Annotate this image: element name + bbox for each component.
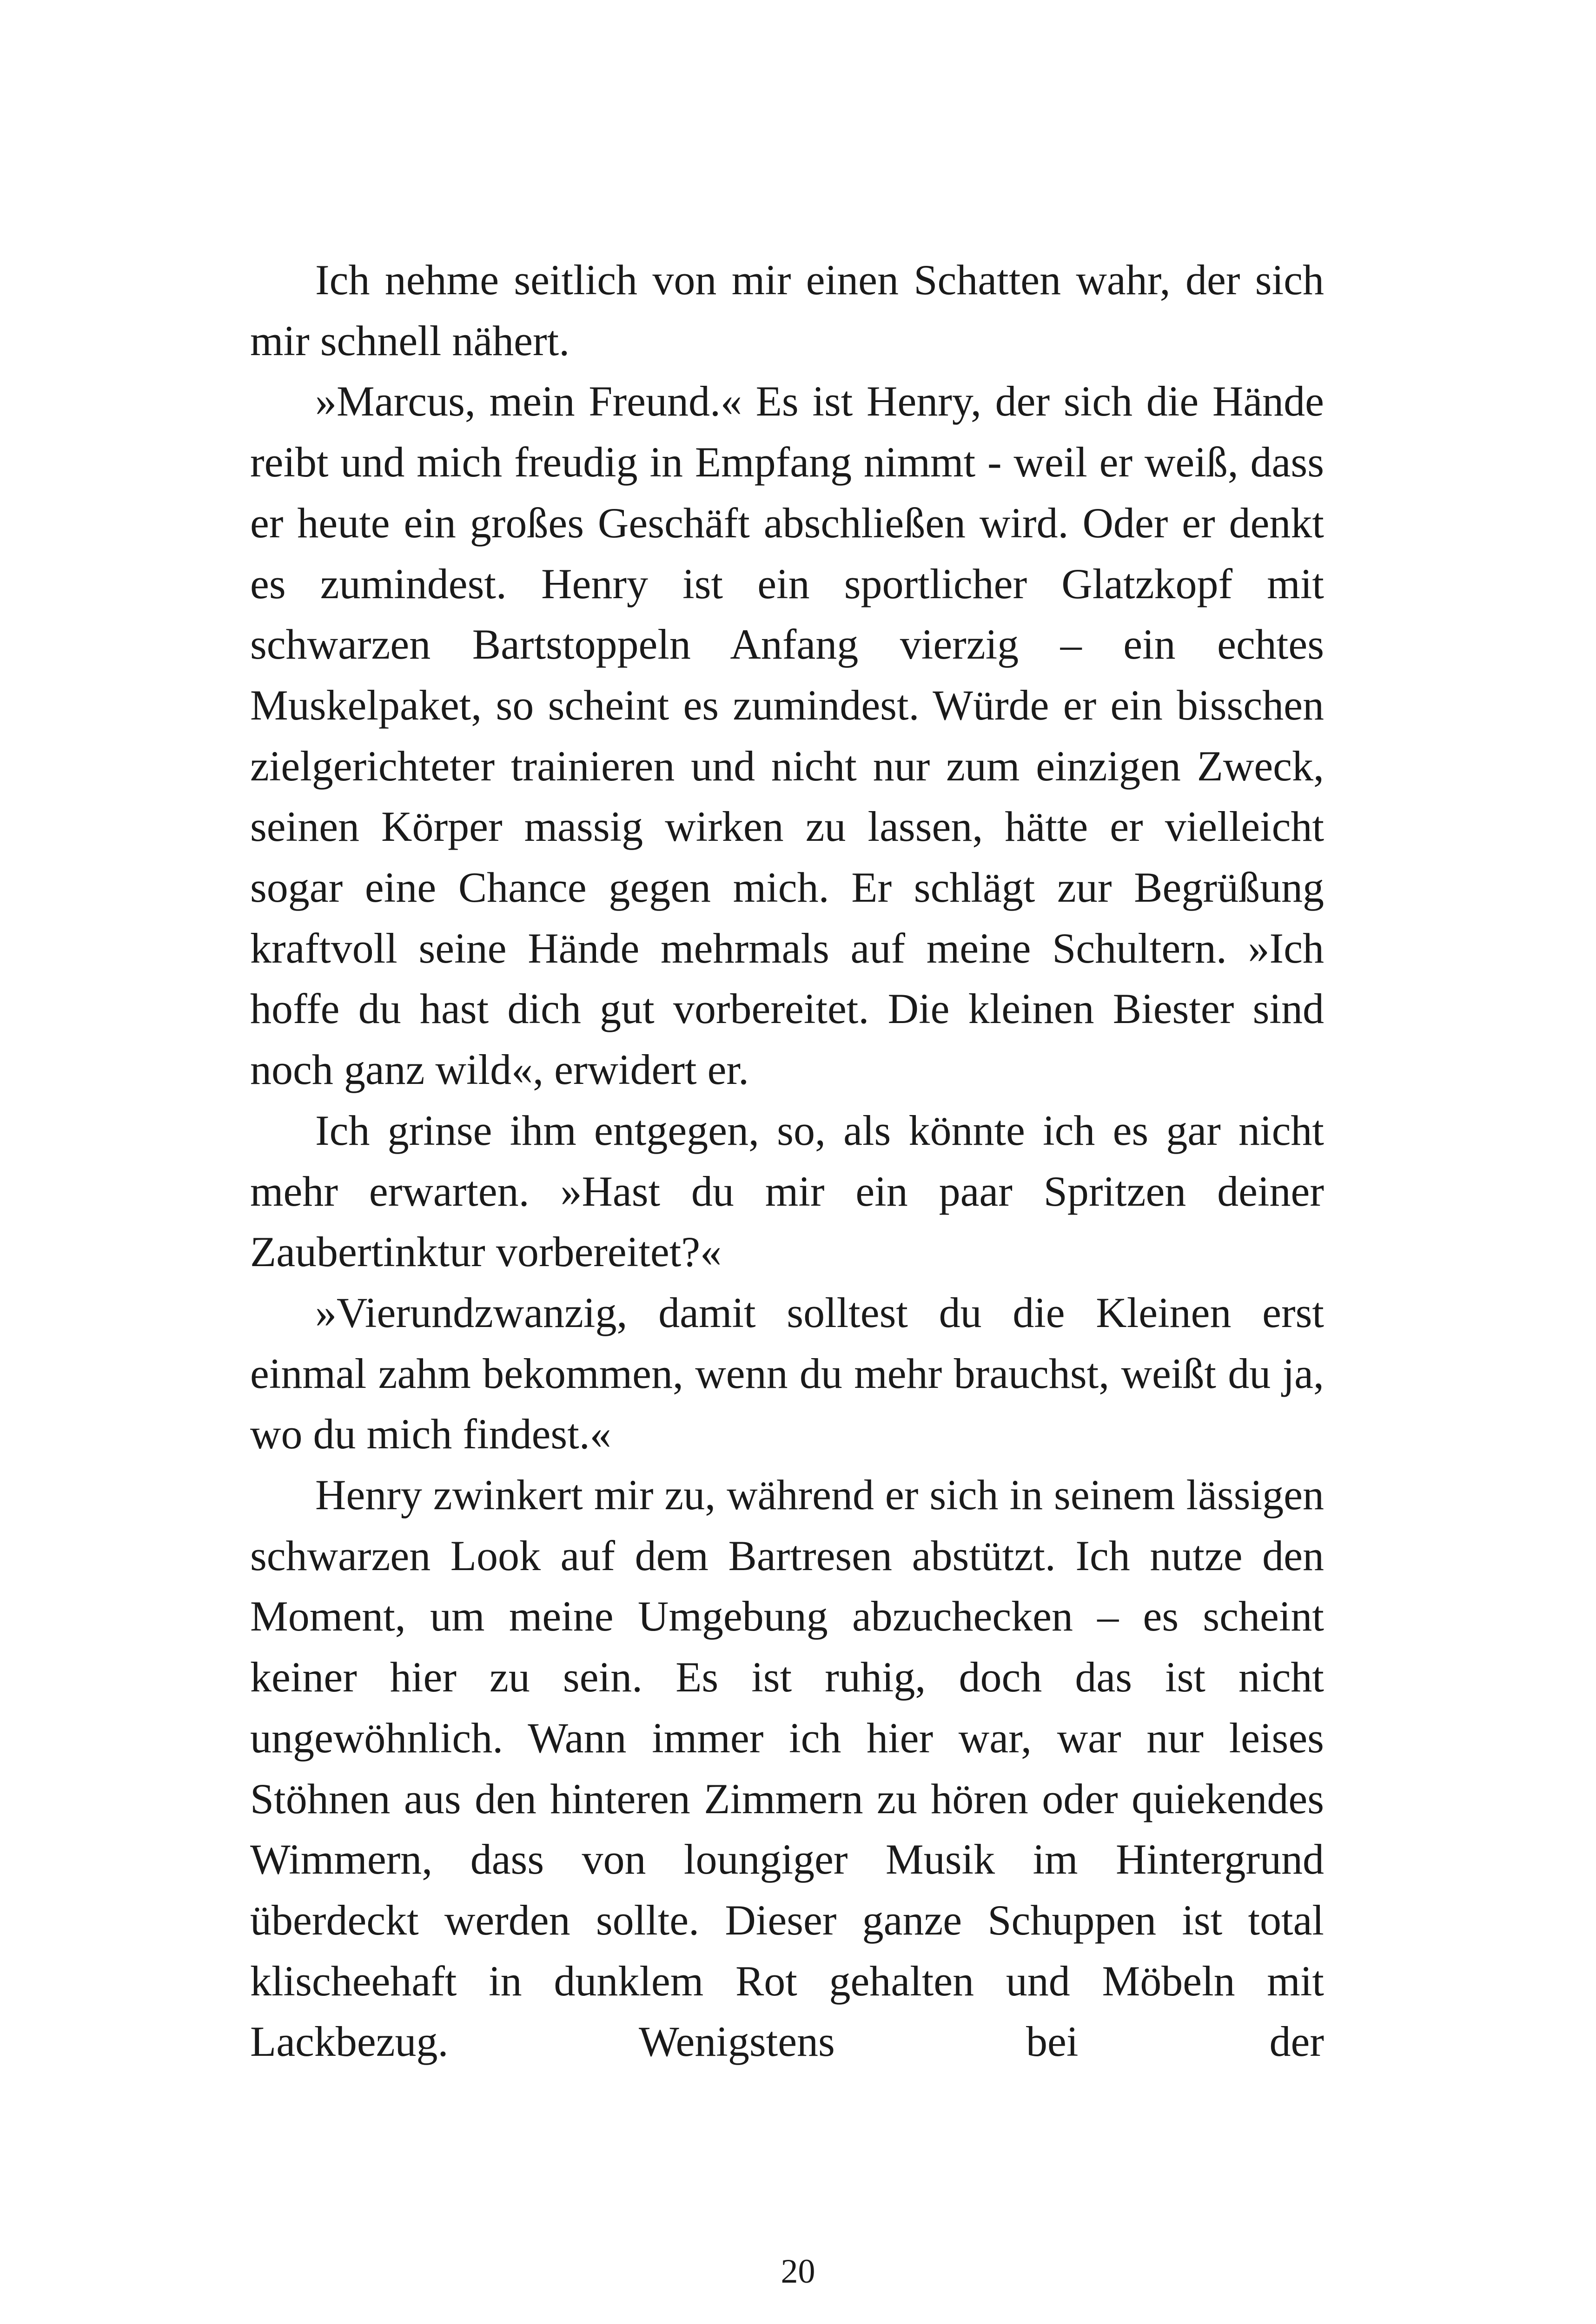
- paragraph-3: Ich grinse ihm entgegen, so, als könnte ich es gar nicht mehr erwarten. »Hast du mir ein paar Spritzen deiner Zaubertinktur vorbereitet?«: [250, 1106, 1324, 1276]
- paragraph-2: »Marcus, mein Freund.« Es ist Henry, der sich die Hände reibt und mich freudig in Empfang nimmt - weil er weiß, dass er heute ein großes Geschäft abschließen wird. Oder er denkt es zumindest. Henry ist ein sportlicher Glatzkopf mit schwarzen Bartstoppeln Anfang vierzig – ein echtes Muskelpaket, so scheint es zumindest. Würde er ein bisschen zielgerichteter trainieren und nicht nur zum einzigen Zweck, seinen Körper massig wirken zu lassen, hätte er vielleicht sogar eine Chance gegen mich. Er schlägt zur Begrüßung kraftvoll seine Hände mehrmals auf meine Schultern. »Ich hoffe du hast dich gut vorbereitet. Die kleinen Biester sind noch ganz wild«, erwidert er.: [250, 377, 1324, 1094]
- paragraph-4: »Vierundzwanzig, damit solltest du die Kleinen erst einmal zahm bekommen, wenn du mehr brauchst, weißt du ja, wo du mich findest.«: [250, 1288, 1324, 1458]
- paragraph-5: Henry zwinkert mir zu, während er sich in seinem lässigen schwarzen Look auf dem Bartresen abstützt. Ich nutze den Moment, um meine Umgebung abzuchecken – es scheint keiner hier zu sein. Es ist ruhig, doch das ist nicht ungewöhnlich. Wann immer ich hier war, war nur leises Stöhnen aus den hinteren Zimmern zu hören oder quiekendes Wimmern, dass von loungiger Musik im Hintergrund überdeckt werden sollte. Dieser ganze Schuppen ist total klischeehaft in dunklem Rot gehalten und Möbeln mit Lackbezug. Wenigstens bei der: [250, 1471, 1324, 2066]
- paragraph-1: Ich nehme seitlich von mir einen Schatten wahr, der sich mir schnell nähert.: [250, 256, 1324, 364]
- page-number: 20: [781, 2252, 815, 2291]
- body-text: [250, 250, 1324, 2072]
